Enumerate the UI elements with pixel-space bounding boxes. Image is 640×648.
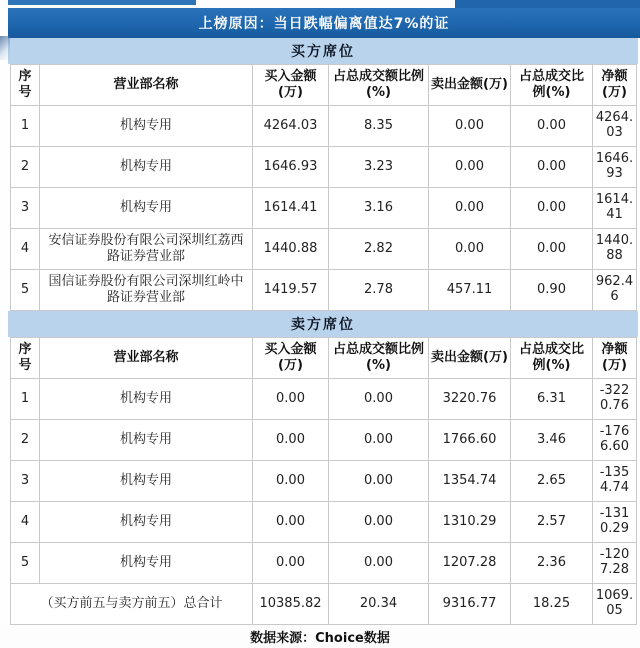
cell-net: -1310.29 [593,502,637,543]
top-right-blue-strip [455,0,640,8]
cell-name: 国信证券股份有限公司深圳红岭中路证券营业部 [40,270,253,311]
cell-net: -1354.74 [593,461,637,502]
table-row [11,543,637,584]
cell-buy-pct: 2.78 [329,270,429,311]
column-header-net: 净额(万) [593,338,637,379]
cell-buy-pct: 0.00 [329,461,429,502]
cell-buy: 0.00 [253,379,329,420]
cell-buy-pct: 0.00 [329,420,429,461]
cell-sell-pct: 2.36 [511,543,593,584]
cell-buy: 0.00 [253,543,329,584]
cell-sell: 457.11 [429,270,511,311]
cell-sell-pct: 0.00 [511,147,593,188]
total-net: 1069.05 [593,584,637,625]
column-header-buy: 买入金额(万) [253,65,329,106]
table-row [11,229,637,270]
column-header-name: 营业部名称 [40,338,253,379]
table-row [11,379,637,420]
cell-sell-pct: 2.65 [511,461,593,502]
cell-buy-pct: 3.16 [329,188,429,229]
cell-no: 1 [11,106,40,147]
cell-sell: 1207.28 [429,543,511,584]
table-row [11,420,637,461]
total-sell: 9316.77 [429,584,511,625]
cell-net: 1646.93 [593,147,637,188]
cell-buy-pct: 8.35 [329,106,429,147]
cell-buy-pct: 2.82 [329,229,429,270]
table-row [11,147,637,188]
cell-net: -1766.60 [593,420,637,461]
data-source-footer: 数据来源：Choice数据 [0,625,640,648]
cell-net: 1440.88 [593,229,637,270]
cell-sell-pct: 2.57 [511,502,593,543]
cell-net: 4264.03 [593,106,637,147]
column-header-sell: 卖出金额(万) [429,65,511,106]
cell-no: 2 [11,420,40,461]
cell-buy: 1419.57 [253,270,329,311]
cell-buy-pct: 0.00 [329,379,429,420]
cell-sell-pct: 6.31 [511,379,593,420]
cell-name: 机构专用 [40,106,253,147]
cell-sell: 0.00 [429,147,511,188]
cell-name: 机构专用 [40,420,253,461]
cell-sell: 1310.29 [429,502,511,543]
sell-table [10,337,637,625]
sell-section-band: 卖方席位 [8,311,638,337]
cell-net: -1207.28 [593,543,637,584]
cell-sell-pct: 0.90 [511,270,593,311]
cell-sell-pct: 0.00 [511,229,593,270]
total-label: （买方前五与卖方前五）总合计 [11,584,253,625]
table-row [11,188,637,229]
cell-sell: 0.00 [429,188,511,229]
cell-sell: 0.00 [429,229,511,270]
cell-name: 机构专用 [40,147,253,188]
cell-buy: 1440.88 [253,229,329,270]
buy-table-header-row [11,65,637,106]
column-header-sell: 卖出金额(万) [429,338,511,379]
cell-no: 2 [11,147,40,188]
top-crop-artifacts [0,0,640,8]
cell-buy: 0.00 [253,420,329,461]
cell-net: -3220.76 [593,379,637,420]
cell-name: 机构专用 [40,461,253,502]
table-row [11,461,637,502]
cell-name: 机构专用 [40,379,253,420]
cell-net: 1614.41 [593,188,637,229]
cell-buy-pct: 3.23 [329,147,429,188]
cell-no: 1 [11,379,40,420]
total-row [11,584,637,625]
cell-name: 机构专用 [40,543,253,584]
left-edge-shadow-artifact [0,36,10,60]
buy-table [10,64,637,311]
cell-no: 4 [11,229,40,270]
total-sell-pct: 18.25 [511,584,593,625]
total-buy-pct: 20.34 [329,584,429,625]
cell-name: 安信证券股份有限公司深圳红荔西路证券营业部 [40,229,253,270]
total-buy: 10385.82 [253,584,329,625]
cell-buy-pct: 0.00 [329,543,429,584]
cell-sell: 3220.76 [429,379,511,420]
column-header-sell-pct: 占总成交比例(%) [511,65,593,106]
table-row [11,106,637,147]
cell-sell-pct: 3.46 [511,420,593,461]
cell-buy-pct: 0.00 [329,502,429,543]
column-header-name: 营业部名称 [40,65,253,106]
sell-table-header-row [11,338,637,379]
cell-buy: 0.00 [253,502,329,543]
cell-sell: 0.00 [429,106,511,147]
cell-no: 5 [11,270,40,311]
cell-name: 机构专用 [40,188,253,229]
column-header-no: 序号 [11,65,40,106]
column-header-buy-pct: 占总成交额比例(%) [329,338,429,379]
cell-no: 5 [11,543,40,584]
cell-no: 4 [11,502,40,543]
cell-net: 962.46 [593,270,637,311]
cell-sell-pct: 0.00 [511,106,593,147]
cell-sell: 1354.74 [429,461,511,502]
cell-buy: 1614.41 [253,188,329,229]
cell-buy: 1646.93 [253,147,329,188]
column-header-buy: 买入金额(万) [253,338,329,379]
column-header-sell-pct: 占总成交比例(%) [511,338,593,379]
column-header-net: 净额(万) [593,65,637,106]
cell-buy: 4264.03 [253,106,329,147]
cell-no: 3 [11,461,40,502]
buy-section-band: 买方席位 [8,38,638,64]
table-row [11,270,637,311]
cell-sell: 1766.60 [429,420,511,461]
top-left-blue-strip [8,0,196,5]
cell-sell-pct: 0.00 [511,188,593,229]
cell-no: 3 [11,188,40,229]
table-row [11,502,637,543]
column-header-buy-pct: 占总成交额比例(%) [329,65,429,106]
cell-name: 机构专用 [40,502,253,543]
listing-reason-banner: 上榜原因：当日跌幅偏离值达7%的证 [8,8,640,38]
column-header-no: 序号 [11,338,40,379]
cell-buy: 0.00 [253,461,329,502]
